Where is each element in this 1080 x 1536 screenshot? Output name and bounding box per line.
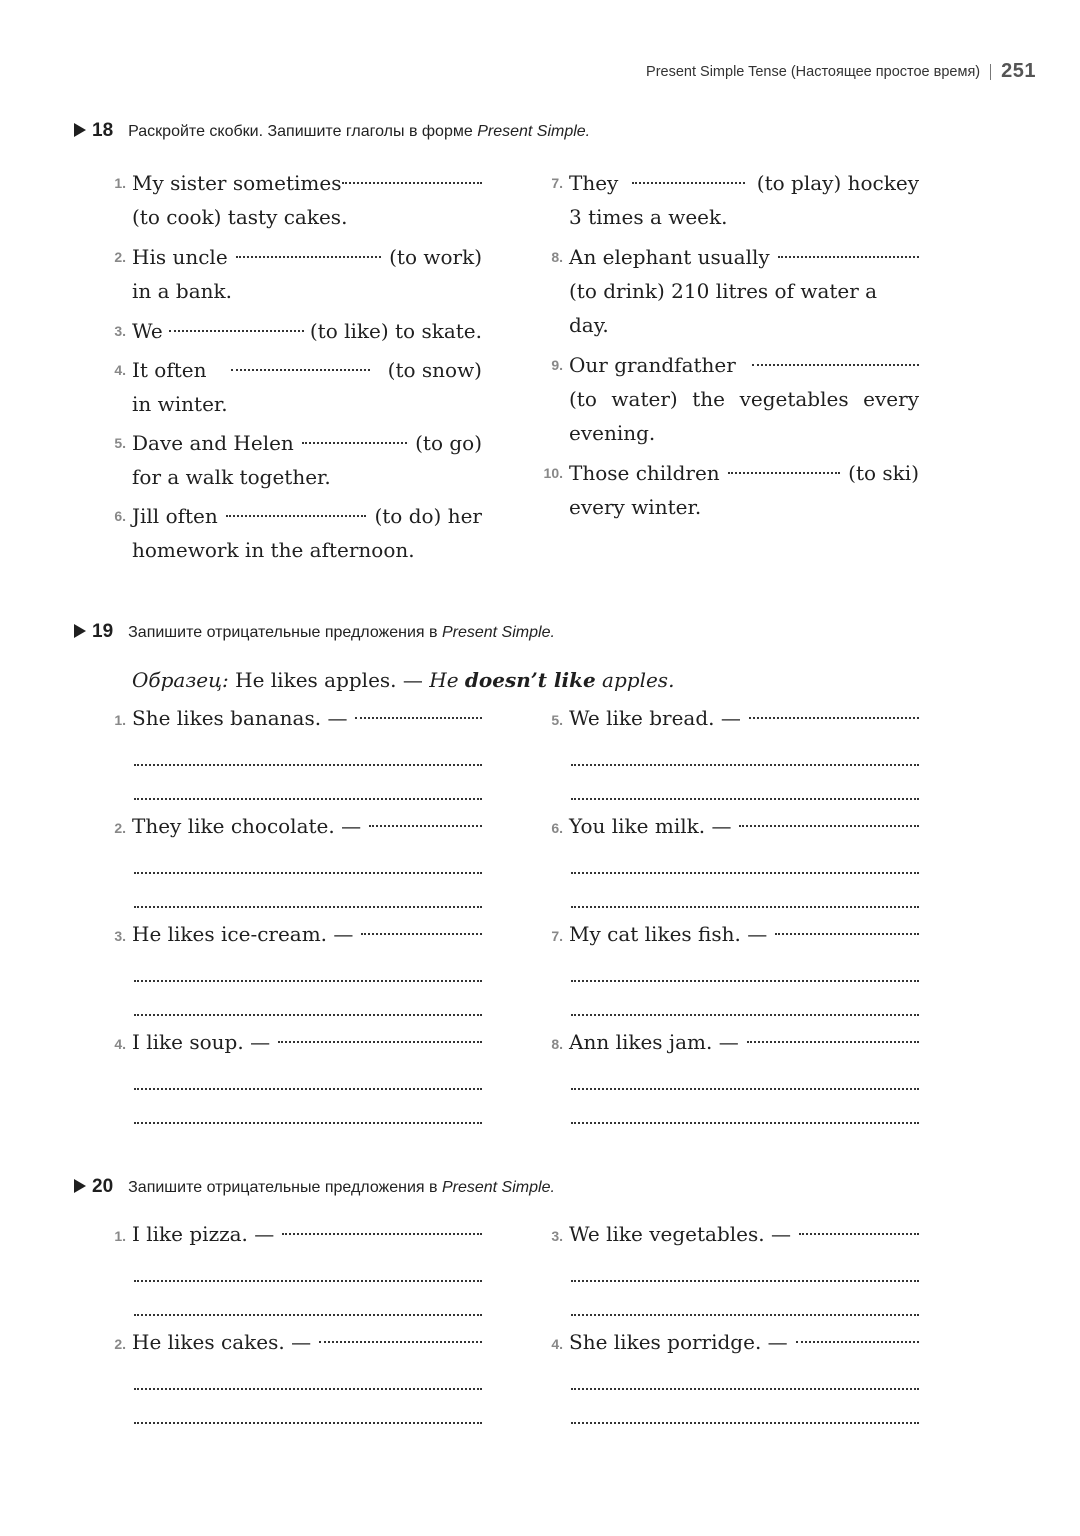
answer-line[interactable]: [571, 1256, 919, 1290]
answer-line[interactable]: [134, 1290, 482, 1324]
exercise-item: 2. They like chocolate. —: [104, 814, 482, 916]
answer-blank[interactable]: [169, 330, 304, 332]
exercise-item: 3. He likes ice-cream. —: [104, 922, 482, 1024]
answer-line[interactable]: [571, 1098, 919, 1132]
exercise-item: 1. My sister sometimes (to cook) tasty cakes.: [104, 166, 482, 234]
answer-blank[interactable]: [369, 825, 482, 827]
answer-line[interactable]: [571, 990, 919, 1024]
exercise-item: 8. An elephant usually (to drink) 210 litres of water a day.: [541, 240, 919, 342]
answer-blank[interactable]: [226, 515, 367, 517]
exercise-item: 3. We (to like) to skate.: [114, 319, 482, 343]
answer-line[interactable]: [571, 1064, 919, 1098]
answer-blank[interactable]: [778, 256, 919, 258]
answer-line[interactable]: [134, 1064, 482, 1098]
answer-line[interactable]: [134, 956, 482, 990]
exercise-item: 8. Ann likes jam. —: [541, 1030, 919, 1132]
answer-blank[interactable]: [747, 1041, 919, 1043]
exercise-item: 7. They (to play) hockey 3 times a week.: [551, 171, 919, 229]
exercise-item: 2. His uncle (to work) in a bank.: [114, 245, 482, 303]
page-number: 251: [1001, 60, 1036, 82]
answer-blank[interactable]: [278, 1041, 482, 1043]
answer-line[interactable]: [134, 882, 482, 916]
answer-line[interactable]: [571, 1290, 919, 1324]
answer-line[interactable]: [134, 990, 482, 1024]
answer-blank[interactable]: [752, 364, 919, 366]
answer-blank[interactable]: [302, 442, 407, 444]
running-head-divider: [990, 64, 991, 80]
exercise-item: 4. I like soup. —: [104, 1030, 482, 1132]
answer-blank[interactable]: [282, 1233, 482, 1235]
answer-blank[interactable]: [231, 369, 370, 371]
exercise-item: 6. You like milk. —: [541, 814, 919, 916]
exercise-item: 4. It often (to snow) in winter.: [114, 358, 482, 416]
answer-line[interactable]: [571, 848, 919, 882]
answer-blank[interactable]: [728, 472, 840, 474]
running-head-title: Present Simple Tense (Настоящее простое время): [646, 63, 981, 80]
task-18-right-column: [541, 166, 919, 524]
answer-line[interactable]: [134, 740, 482, 774]
answer-blank[interactable]: [749, 717, 919, 719]
task-instruction: Раскройте скобки. Запишите глаголы в форме Present Simple.: [128, 123, 591, 140]
task-19-heading: [74, 621, 555, 643]
task-20-heading: [74, 1176, 555, 1198]
answer-blank[interactable]: [632, 182, 744, 184]
answer-line[interactable]: [571, 1398, 919, 1432]
sample-sentence: Образец: He likes apples. — He doesn’t like apples.: [132, 668, 675, 692]
answer-blank[interactable]: [342, 182, 482, 184]
answer-line[interactable]: [134, 1256, 482, 1290]
answer-line[interactable]: [134, 1398, 482, 1432]
answer-line[interactable]: [571, 1364, 919, 1398]
triangle-bullet-icon: [74, 123, 86, 137]
answer-blank[interactable]: [236, 256, 381, 258]
answer-line[interactable]: [571, 740, 919, 774]
exercise-item: 1. She likes bananas. —: [104, 706, 482, 808]
exercise-item: 1. I like pizza. —: [104, 1222, 482, 1324]
triangle-bullet-icon: [74, 1179, 86, 1193]
task-18-heading: [74, 120, 590, 142]
answer-blank[interactable]: [796, 1341, 919, 1343]
answer-line[interactable]: [134, 774, 482, 808]
answer-blank[interactable]: [739, 825, 919, 827]
answer-line[interactable]: [571, 882, 919, 916]
answer-line[interactable]: [134, 848, 482, 882]
task-instruction: Запишите отрицательные предложения в Present Simple.: [128, 624, 555, 641]
answer-blank[interactable]: [775, 933, 919, 935]
exercise-item: 7. My cat likes fish. —: [541, 922, 919, 1024]
running-head: [646, 60, 1036, 83]
task-instruction: Запишите отрицательные предложения в Present Simple.: [128, 1179, 555, 1196]
answer-blank[interactable]: [355, 717, 482, 719]
answer-blank[interactable]: [361, 933, 482, 935]
answer-blank[interactable]: [319, 1341, 482, 1343]
answer-line[interactable]: [571, 774, 919, 808]
task-number: 19: [92, 621, 114, 642]
triangle-bullet-icon: [74, 624, 86, 638]
exercise-item: 6. Jill often (to do) her homework in the afternoon.: [114, 504, 482, 562]
answer-line[interactable]: [571, 956, 919, 990]
exercise-item: 3. We like vegetables. —: [541, 1222, 919, 1324]
answer-line[interactable]: [134, 1098, 482, 1132]
answer-blank[interactable]: [799, 1233, 919, 1235]
exercise-item: 5. Dave and Helen (to go) for a walk together.: [114, 431, 482, 489]
exercise-item: 4. She likes porridge. —: [541, 1330, 919, 1432]
exercise-item: 2. He likes cakes. —: [104, 1330, 482, 1432]
task-number: 18: [92, 120, 114, 141]
exercise-item: 10. Those children (to ski) every winter.: [543, 461, 919, 519]
answer-line[interactable]: [134, 1364, 482, 1398]
exercise-item: 9. Our grandfather (to water) the vegetables every evening.: [551, 353, 919, 445]
exercise-item: 5. We like bread. —: [541, 706, 919, 808]
task-18-left-column: [104, 166, 482, 567]
task-number: 20: [92, 1176, 114, 1197]
